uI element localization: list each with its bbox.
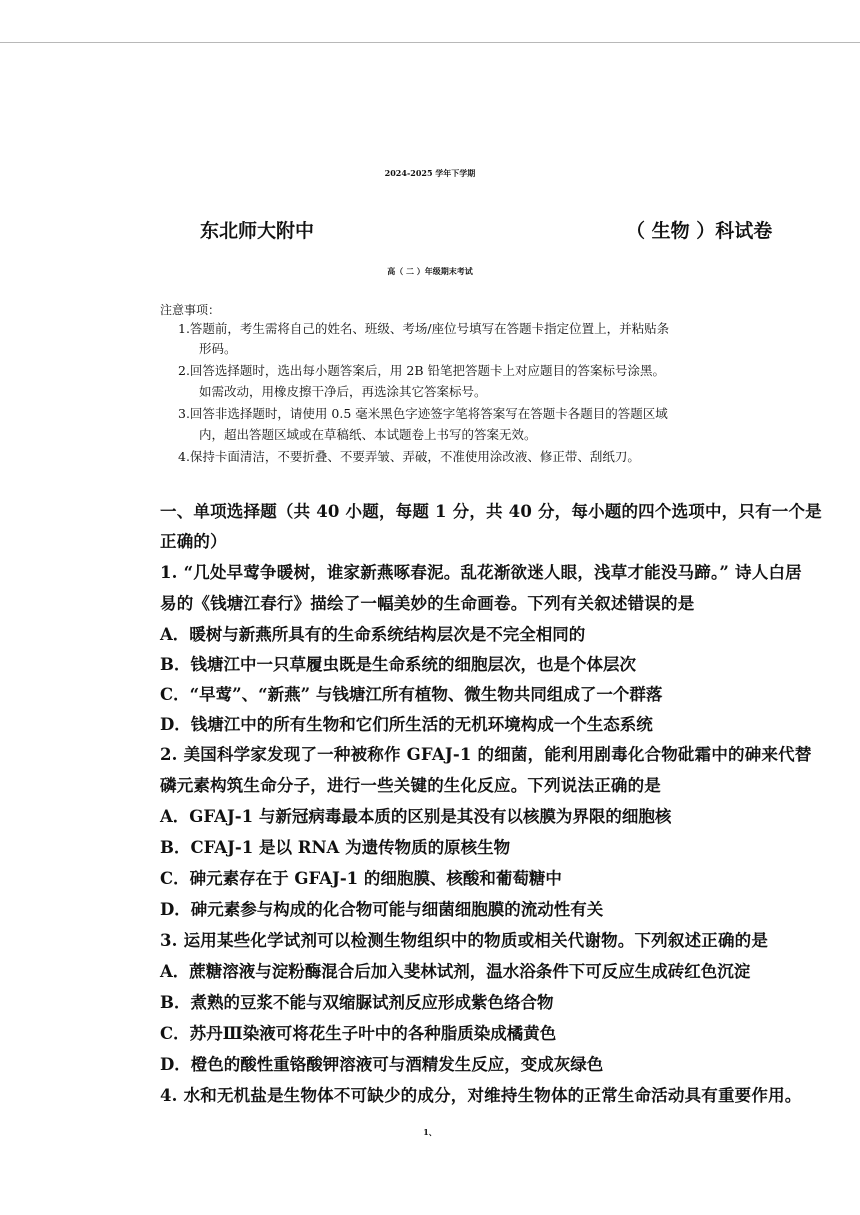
notice-item-2: 2.回答选择题时，选出每小题答案后，用 2B 铅笔把答题卡上对应题目的答案标号涂黑。 [178, 363, 666, 378]
grade-exam-title: 高（ 二 ）年级期末考试 [387, 266, 473, 276]
subject-title: （ 生物 ）科试卷 [626, 220, 773, 242]
notice-item-4: 4.保持卡面清洁，不要折叠、不要弄皱、弄破，不准使用涂改液、修正带、刮纸刀。 [178, 449, 640, 464]
section-title-cont: 正确的） [160, 532, 227, 551]
notice-item-1-cont: 形码。 [199, 341, 237, 356]
question-2-stem-cont: 磷元素构筑生命分子，进行一些关键的生化反应。下列说法正确的是 [160, 776, 661, 795]
question-3-stem: 3. 运用某些化学试剂可以检测生物组织中的物质或相关代谢物。下列叙述正确的是 [160, 931, 769, 950]
school-name: 东北师大附中 [200, 220, 315, 242]
question-2-option-d: D．砷元素参与构成的化合物可能与细菌细胞膜的流动性有关 [160, 900, 604, 919]
notice-item-3-cont: 内，超出答题区域或在草稿纸、本试题卷上书写的答案无效。 [199, 427, 537, 442]
notice-title: 注意事项： [160, 303, 221, 317]
scan-top-margin [0, 0, 860, 43]
question-2-option-c: C．砷元素存在于 GFAJ-1 的细胞膜、核酸和葡萄糖中 [160, 869, 562, 888]
question-4-stem: 4. 水和无机盐是生物体不可缺少的成分，对维持生物体的正常生命活动具有重要作用。 [160, 1086, 802, 1105]
notice-item-2-cont: 如需改动，用橡皮擦干净后，再选涂其它答案标号。 [199, 384, 487, 399]
question-1-option-d: D．钱塘江中的所有生物和它们所生活的无机环境构成一个生态系统 [160, 715, 653, 734]
question-3-option-a: A．蔗糖溶液与淀粉酶混合后加入斐林试剂，温水浴条件下可反应生成砖红色沉淀 [160, 962, 751, 981]
question-1-option-b: B．钱塘江中一只草履虫既是生命系统的细胞层次，也是个体层次 [160, 655, 636, 674]
question-3-option-c: C．苏丹Ⅲ染液可将花生子叶中的各种脂质染成橘黄色 [160, 1024, 557, 1043]
question-1-option-c: C．“早莺”、“新燕” 与钱塘江所有植物、微生物共同组成了一个群落 [160, 685, 663, 704]
question-3-option-b: B．煮熟的豆浆不能与双缩脲试剂反应形成紫色络合物 [160, 993, 554, 1012]
page-number: 1、 [423, 1127, 437, 1137]
exam-term-title: 2024-2025 学年下学期 [384, 168, 476, 178]
question-2-option-a: A．GFAJ-1 与新冠病毒最本质的区别是其没有以核膜为界限的细胞核 [160, 807, 672, 826]
section-title: 一、单项选择题（共 40 小题，每题 1 分，共 40 分，每小题的四个选项中，只有一个是 [160, 502, 822, 521]
question-2-option-b: B．CFAJ-1 是以 RNA 为遗传物质的原核生物 [160, 838, 511, 857]
question-1-option-a: A．暖树与新燕所具有的生命系统结构层次是不完全相同的 [160, 625, 586, 644]
notice-item-1: 1.答题前，考生需将自己的姓名、班级、考场/座位号填写在答题卡指定位置上，并粘贴条 [178, 321, 670, 336]
question-3-option-d: D．橙色的酸性重铬酸钾溶液可与酒精发生反应，变成灰绿色 [160, 1055, 604, 1074]
question-2-stem: 2. 美国科学家发现了一种被称作 GFAJ-1 的细菌，能利用剧毒化合物砒霜中的砷来代替 [160, 745, 812, 764]
notice-item-3: 3.回答非选择题时，请使用 0.5 毫米黑色字迹签字笔将答案写在答题卡各题目的答题区域 [178, 406, 668, 421]
question-1-stem-cont: 易的《钱塘江春行》描绘了一幅美妙的生命画卷。下列有关叙述错误的是 [160, 594, 695, 613]
question-1-stem: 1. “几处早莺争暖树，谁家新燕啄春泥。乱花渐欲迷人眼，浅草才能没马蹄。” 诗人白居 [160, 563, 802, 582]
